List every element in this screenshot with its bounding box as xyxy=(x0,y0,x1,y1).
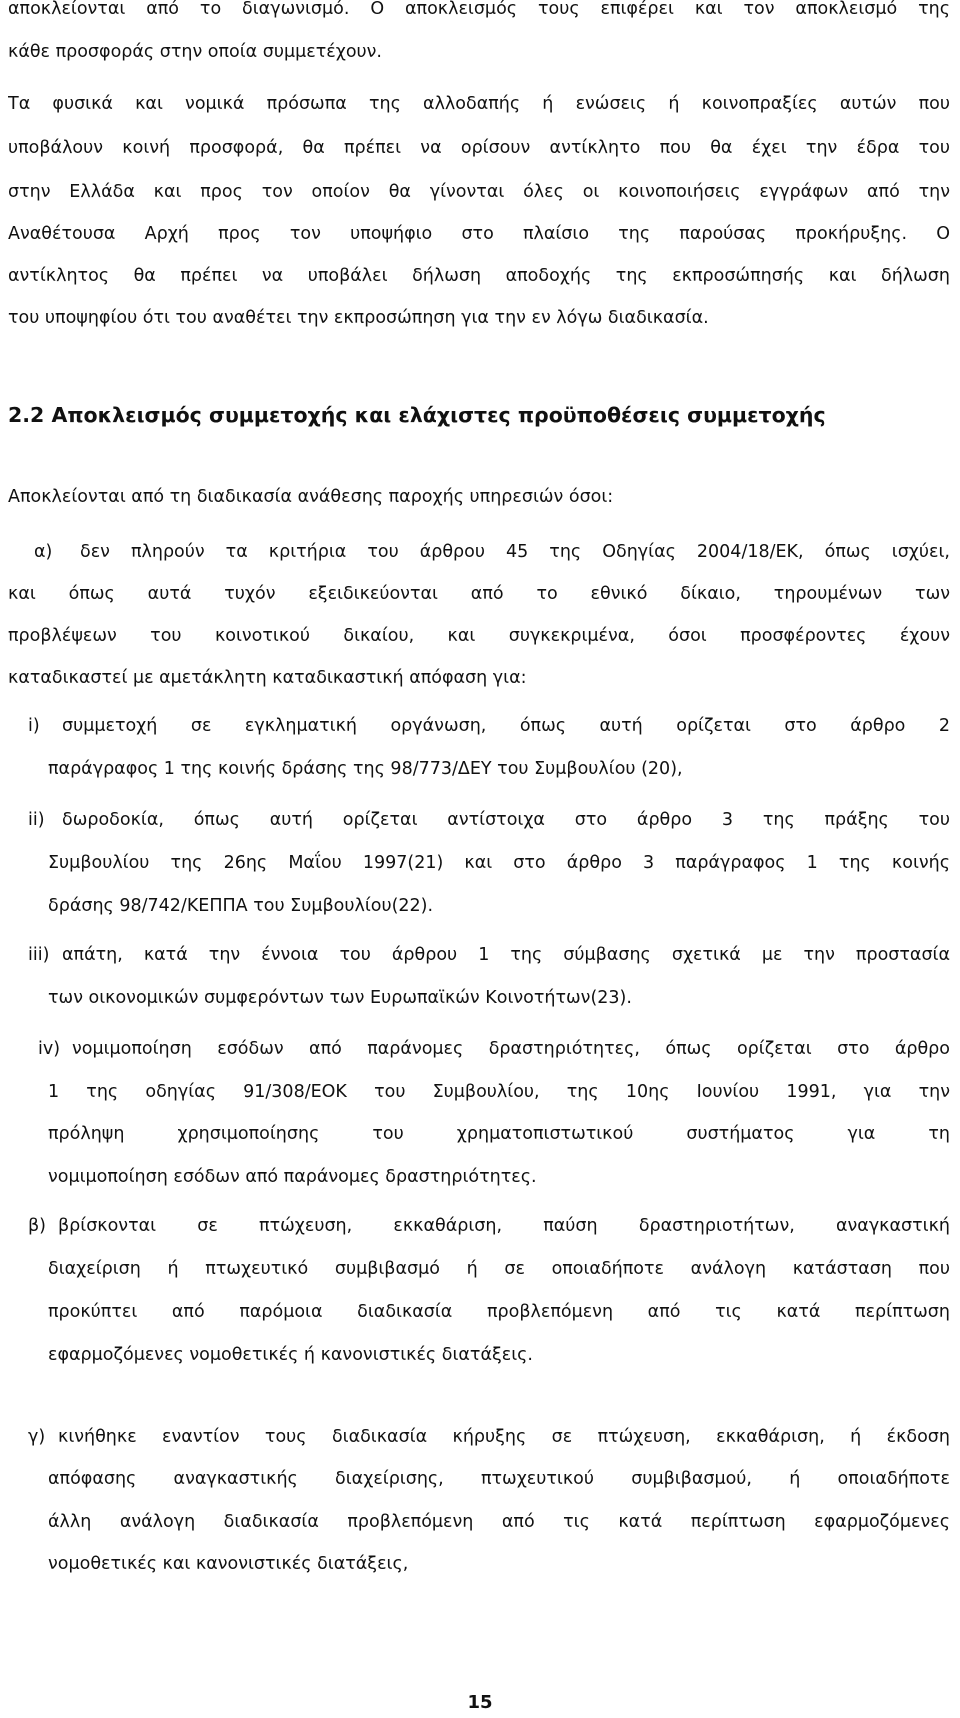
item-g-line-4: νομοθετικές και κανονιστικές διατάξεις, xyxy=(48,1554,409,1574)
item-a-line-4: καταδικαστεί με αμετάκλητη καταδικαστική απόφαση για: xyxy=(8,668,527,688)
item-b-line-4: εφαρμοζόμενες νομοθετικές ή κανονιστικές διατάξεις. xyxy=(48,1345,533,1365)
item-a-label: α) xyxy=(34,542,53,562)
item-b-line-3: προκύπτει από παρόμοια διαδικασία προβλεπόμενη από τις κατά περίπτωση xyxy=(48,1302,950,1322)
paragraph1-line-1: Τα φυσικά και νομικά πρόσωπα της αλλοδαπής ή ενώσεις ή κοινοπραξίες αυτών που xyxy=(8,94,950,114)
sub-iv-line-3: πρόληψη χρησιμοποίησης του χρηματοπιστωτικού συστήματος για τη xyxy=(48,1124,950,1144)
intro-line-2: κάθε προσφοράς στην οποία συμμετέχουν. xyxy=(8,42,382,62)
intro-line-1: αποκλείονται από το διαγωνισμό. Ο αποκλεισμός τους επιφέρει και τον αποκλεισμό της xyxy=(8,0,950,19)
item-b-line-2: διαχείριση ή πτωχευτικό συμβιβασμό ή σε οποιαδήποτε ανάλογη κατάσταση που xyxy=(48,1259,950,1279)
paragraph1-line-6: του υποψηφίου ότι του αναθέτει την εκπροσώπηση για την εν λόγω διαδικασία. xyxy=(8,308,709,328)
sub-ii-line-3: δράσης 98/742/ΚΕΠΠΑ του Συμβουλίου(22). xyxy=(48,896,434,916)
sub-ii-line-2: Συμβουλίου της 26ης Μαΐου 1997(21) και στο άρθρο 3 παράγραφος 1 της κοινής xyxy=(48,853,950,873)
sub-iv-first-line: νομιμοποίηση εσόδων από παράνομες δραστηριότητες, όπως ορίζεται στο άρθρο xyxy=(72,1039,950,1059)
item-b-first-line: βρίσκονται σε πτώχευση, εκκαθάριση, παύση δραστηριοτήτων, αναγκαστική xyxy=(58,1216,950,1236)
item-b-label: β) xyxy=(28,1216,46,1236)
item-a-line-2: και όπως αυτά τυχόν εξειδικεύονται από το εθνικό δίκαιο, τηρουμένων των xyxy=(8,584,950,604)
paragraph1-line-5: αντίκλητος θα πρέπει να υποβάλει δήλωση αποδοχής της εκπροσώπησής και δήλωση xyxy=(8,266,950,286)
sub-ii-label: ii) xyxy=(28,810,45,830)
sub-iv-line-4: νομιμοποίηση εσόδων από παράνομες δραστηριότητες. xyxy=(48,1167,537,1187)
section-intro: Αποκλείονται από τη διαδικασία ανάθεσης παροχής υπηρεσιών όσοι: xyxy=(8,487,614,507)
item-a-first-line: δεν πληρούν τα κριτήρια του άρθρου 45 της Οδηγίας 2004/18/ΕΚ, όπως ισχύει, xyxy=(80,542,950,562)
paragraph1-line-4: Αναθέτουσα Αρχή προς τον υποψήφιο στο πλαίσιο της παρούσας προκήρυξης. Ο xyxy=(8,224,950,244)
item-g-first-line: κινήθηκε εναντίον τους διαδικασία κήρυξης σε πτώχευση, εκκαθάριση, ή έκδοση xyxy=(58,1427,950,1447)
sub-i-first-line: συμμετοχή σε εγκληματική οργάνωση, όπως αυτή ορίζεται στο άρθρο 2 xyxy=(62,716,950,736)
sub-iii-label: iii) xyxy=(28,945,50,965)
sub-iii-first-line: απάτη, κατά την έννοια του άρθρου 1 της σύμβασης σχετικά με την προστασία xyxy=(62,945,950,965)
item-g-label: γ) xyxy=(28,1427,46,1447)
item-g-line-3: άλλη ανάλογη διαδικασία προβλεπόμενη από τις κατά περίπτωση εφαρμοζόμενες xyxy=(48,1512,950,1532)
sub-iii-line-2: των οικονομικών συμφερόντων των Ευρωπαϊκών Κοινοτήτων(23). xyxy=(48,988,632,1008)
paragraph1-line-3: στην Ελλάδα και προς τον οποίον θα γίνονται όλες οι κοινοποιήσεις εγγράφων από την xyxy=(8,182,950,202)
paragraph1-line-2: υποβάλουν κοινή προσφορά, θα πρέπει να ορίσουν αντίκλητο που θα έχει την έδρα του xyxy=(8,138,950,158)
sub-ii-first-line: δωροδοκία, όπως αυτή ορίζεται αντίστοιχα στο άρθρο 3 της πράξης του xyxy=(62,810,950,830)
page-number: 15 xyxy=(467,1692,493,1713)
item-a-line-3: προβλέψεων του κοινοτικού δικαίου, και συγκεκριμένα, όσοι προσφέροντες έχουν xyxy=(8,626,950,646)
sub-i-line-2: παράγραφος 1 της κοινής δράσης της 98/773/ΔΕΥ του Συμβουλίου (20), xyxy=(48,759,683,779)
sub-iv-line-2: 1 της οδηγίας 91/308/ΕΟΚ του Συμβουλίου, της 10ης Ιουνίου 1991, για την xyxy=(48,1082,950,1102)
sub-i-label: i) xyxy=(28,716,40,736)
sub-iv-label: iv) xyxy=(38,1039,61,1059)
item-g-line-2: απόφασης αναγκαστικής διαχείρισης, πτωχευτικού συμβιβασμού, ή οποιαδήποτε xyxy=(48,1469,950,1489)
section-heading: 2.2 Αποκλεισμός συμμετοχής και ελάχιστες προϋποθέσεις συμμετοχής xyxy=(8,403,826,427)
